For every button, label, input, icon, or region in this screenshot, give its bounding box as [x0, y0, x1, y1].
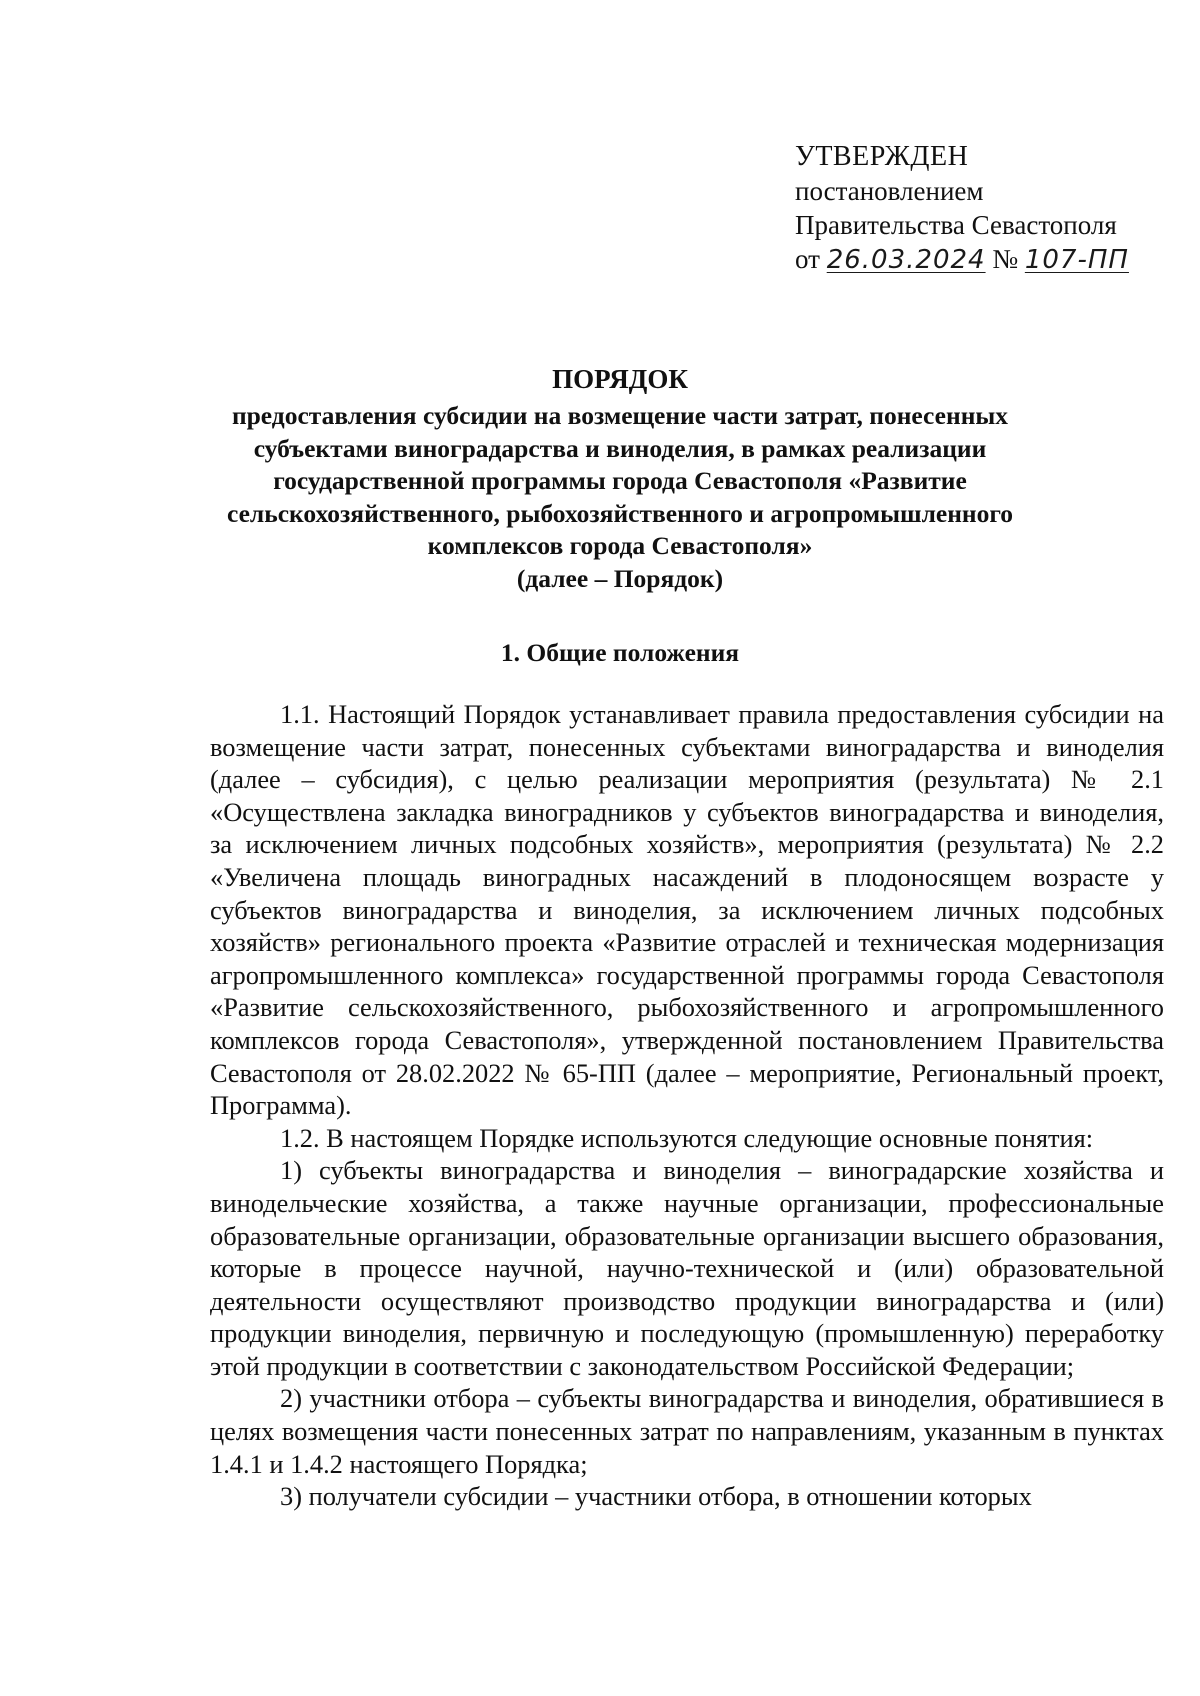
paragraph: 2) участники отбора – субъекты виноградарства и виноделия, обратившиеся в целях возмещения части понесенных затрат по направлениям, указанным в пунктах 1.4.1 и 1.4.2 настоящего Порядка; [210, 1383, 1164, 1479]
paragraph: 1) субъекты виноградарства и виноделия – виноградарские хозяйства и винодельческие хозяйства, а также научные организации, профессиональные образовательные организации, образовательные организации высшего образования, которые в процессе научной, научно-технической и (или) образовательной деятельности осуществляют производство продукции виноградарства и (или) продукции виноделия, первичную и последующую (промышленную) переработку этой продукции в соответствии с законодательством Российской Федерации; [210, 1155, 1164, 1381]
approval-stamp [795, 140, 1175, 277]
handwritten-number: 107-ПП [1024, 245, 1129, 275]
approval-line-date [795, 242, 1175, 277]
paragraph: 3) получатели субсидии – участники отбора, в отношении которых [280, 1481, 1032, 1512]
number-prefix: № [992, 244, 1019, 274]
paragraph: 1.2. В настоящем Порядке используются следующие основные понятия: [280, 1122, 1094, 1153]
title-line-6: (далее – Порядок) [516, 563, 724, 593]
title-line-1: предоставления субсидии на возмещение части затрат, понесенных [231, 401, 1009, 430]
paragraph: 1.1. Настоящий Порядок устанавливает правила предоставления субсидии на возмещение части затрат, понесенных субъектами виноградарства и виноделия (далее – субсидия), с целью реализации мероприятия (результата) № 2.1 «Осуществлена закладка виноградников у субъектов виноградарства и виноделия, за исключением личных подсобных хозяйств», мероприятия (результата) № 2.2 «Увеличена площадь виноградных насаждений в плодоносящем возрасте у субъектов виноградарства и виноделия, за исключением личных подсобных хозяйств» регионального проекта «Развитие отраслей и техническая модернизация агропромышленного комплекса» государственной программы города Севастополя «Развитие сельскохозяйственного, рыбохозяйственного и агропромышленного комплексов города Севастополя», утвержденной постановлением Правительства Севастополя от 28.02.2022 № 65-ПП (далее – мероприятие, Региональный проект, Программа). [210, 699, 1164, 1121]
document-body [210, 698, 1164, 1513]
approval-line-government: Правительства Севастополя [795, 210, 1117, 240]
title-line-2: субъектами виноградарства и виноделия, в рамках реализации [253, 433, 987, 463]
approval-line-decree: постановлением [795, 176, 984, 206]
handwritten-date: 26.03.2024 [826, 245, 986, 275]
title-line-5: комплексов города Севастополя» [427, 531, 813, 560]
document-title [210, 360, 1030, 595]
section-heading: 1. Общие положения [500, 638, 740, 667]
title-line-4: сельскохозяйственного, рыбохозяйственного и агропромышленного [226, 498, 1014, 528]
date-prefix: от [795, 244, 820, 274]
title-line-3: государственной программы города Севастополя «Развитие [273, 466, 967, 495]
title-main: ПОРЯДОК [552, 364, 688, 394]
approval-heading: УТВЕРЖДЕН [795, 141, 969, 172]
